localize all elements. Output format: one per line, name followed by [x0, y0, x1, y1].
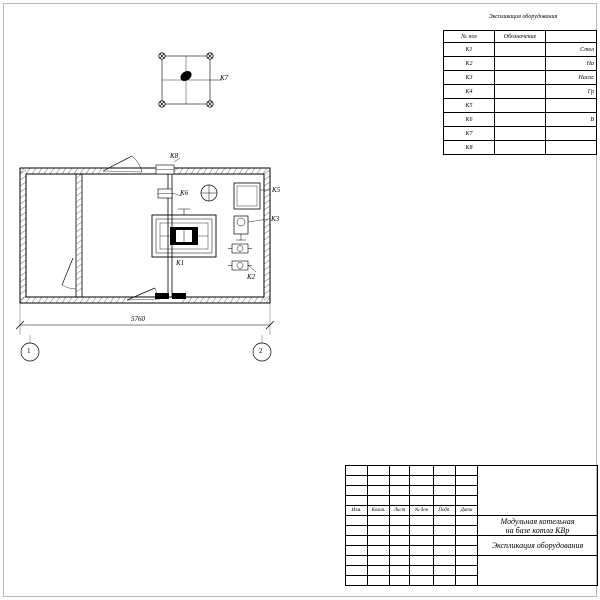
spec-pos: К7: [444, 127, 495, 141]
tb-cell: [410, 536, 434, 546]
tb-cell: [368, 486, 390, 496]
tb-cell: [390, 476, 410, 486]
tb-col-podp: Подп.: [434, 506, 456, 516]
tb-cell: [368, 536, 390, 546]
spec-name: [546, 127, 597, 141]
spec-pos: К3: [444, 71, 495, 85]
tb-cell: [346, 496, 368, 506]
tb-cell: [434, 546, 456, 556]
tb-cell: [390, 566, 410, 576]
spec-header-desig: Обозначение: [495, 31, 546, 43]
tb-title-line2: на базе котла КВр: [505, 525, 570, 535]
tb-col-list: Лист: [390, 506, 410, 516]
table-row: [444, 141, 597, 155]
table-row: [444, 85, 597, 99]
table-row: [444, 113, 597, 127]
tb-cell: [456, 536, 478, 546]
tb-cell: [390, 486, 410, 496]
label-k7: К7: [220, 74, 229, 82]
table-row: [444, 99, 597, 113]
title-block-table: [345, 465, 598, 586]
tb-cell: [368, 476, 390, 486]
tb-cell: [390, 536, 410, 546]
tb-cell: [456, 546, 478, 556]
spec-name: [546, 99, 597, 113]
tb-cell: [456, 526, 478, 536]
spec-pos: К5: [444, 99, 495, 113]
spec-pos: К8: [444, 141, 495, 155]
tb-subtitle: Экспликация оборудования: [478, 536, 598, 556]
tb-title-line1: Модульная котельная: [500, 516, 575, 526]
tb-cell: [368, 516, 390, 526]
tb-cell: [456, 476, 478, 486]
table-row: [444, 71, 597, 85]
table-row: [444, 127, 597, 141]
tb-cell: [346, 476, 368, 486]
tb-cell: [456, 576, 478, 586]
tb-cell: [346, 566, 368, 576]
tb-cell: [368, 496, 390, 506]
table-row: [444, 57, 597, 71]
tb-cell: [456, 516, 478, 526]
spec-pos: К6: [444, 113, 495, 127]
label-k8: К8: [170, 152, 179, 160]
spec-name: Насос: [546, 71, 597, 85]
spec-name: В: [546, 113, 597, 127]
title-row: [346, 556, 598, 566]
label-k6: К6: [180, 189, 189, 197]
tb-cell: [346, 556, 368, 566]
tb-cell: [368, 466, 390, 476]
tb-cell: [368, 526, 390, 536]
tb-cell: [410, 516, 434, 526]
tb-cell: [390, 516, 410, 526]
table-row: [444, 43, 597, 57]
tb-cell: [456, 486, 478, 496]
tb-cell: [410, 526, 434, 536]
tb-cell: [434, 536, 456, 546]
spec-desig: [495, 57, 546, 71]
tb-cell: [456, 466, 478, 476]
label-k3: К3: [271, 215, 280, 223]
title-row: [346, 516, 598, 526]
spec-desig: [495, 85, 546, 99]
tb-cell: [434, 486, 456, 496]
spec-name: Стол: [546, 43, 597, 57]
spec-desig: [495, 113, 546, 127]
tb-col-kolich: Колич.: [368, 506, 390, 516]
spec-desig: [495, 43, 546, 57]
tb-cell: [434, 476, 456, 486]
tb-cell: [434, 496, 456, 506]
title-row: [346, 536, 598, 546]
tb-cell: [410, 486, 434, 496]
tb-cell: [410, 546, 434, 556]
tb-cell: [346, 516, 368, 526]
tb-cell: [368, 556, 390, 566]
tb-cell: [390, 526, 410, 536]
spec-table-title: Экспликация оборудования: [488, 14, 558, 20]
tb-cell: [410, 566, 434, 576]
tb-cell: [368, 566, 390, 576]
tb-cell: [434, 556, 456, 566]
tb-main-title: [478, 516, 598, 536]
spec-name: [546, 141, 597, 155]
tb-col-data: Дата: [456, 506, 478, 516]
tb-cell: [410, 556, 434, 566]
dimension-5760: 5760: [131, 315, 145, 323]
tb-cell: [346, 576, 368, 586]
tb-col-ndok: № док: [410, 506, 434, 516]
tb-cell: [456, 496, 478, 506]
tb-cell: [390, 556, 410, 566]
tb-cell: [410, 496, 434, 506]
axis-mark-1: 1: [27, 347, 31, 355]
label-k2: К2: [247, 273, 256, 281]
spec-name: На: [546, 57, 597, 71]
tb-cell: [410, 476, 434, 486]
equipment-spec-table: [443, 30, 597, 155]
tb-cell: [456, 556, 478, 566]
tb-cell: [346, 536, 368, 546]
title-block: [345, 465, 597, 592]
spec-header-pos: № поз: [444, 31, 495, 43]
spec-header-row: [444, 31, 597, 43]
tb-cell: [434, 576, 456, 586]
spec-header-name: [546, 31, 597, 43]
tb-cell: [390, 576, 410, 586]
tb-cell: [346, 526, 368, 536]
tb-cell: [410, 576, 434, 586]
label-k5: К5: [272, 186, 281, 194]
tb-cell: [346, 486, 368, 496]
tb-cell: [410, 466, 434, 476]
tb-cell: [390, 496, 410, 506]
tb-cell: [346, 466, 368, 476]
tb-cell: [434, 466, 456, 476]
label-k1: К1: [176, 259, 185, 267]
tb-cell: [390, 466, 410, 476]
tb-cell: [456, 566, 478, 576]
tb-cell: [434, 566, 456, 576]
axis-mark-2: 2: [259, 347, 263, 355]
title-row: [346, 466, 598, 476]
spec-name: Гр: [546, 85, 597, 99]
tb-blank-right: [478, 466, 598, 516]
spec-desig: [495, 99, 546, 113]
spec-desig: [495, 71, 546, 85]
tb-cell: [434, 516, 456, 526]
spec-pos: К4: [444, 85, 495, 99]
tb-cell: [368, 546, 390, 556]
tb-cell: [434, 526, 456, 536]
spec-pos: К2: [444, 57, 495, 71]
tb-cell: [346, 546, 368, 556]
tb-blank-bottom: [478, 556, 598, 586]
tb-col-izm: Изм.: [346, 506, 368, 516]
tb-cell: [368, 576, 390, 586]
spec-pos: К1: [444, 43, 495, 57]
tb-cell: [390, 546, 410, 556]
spec-desig: [495, 127, 546, 141]
spec-desig: [495, 141, 546, 155]
